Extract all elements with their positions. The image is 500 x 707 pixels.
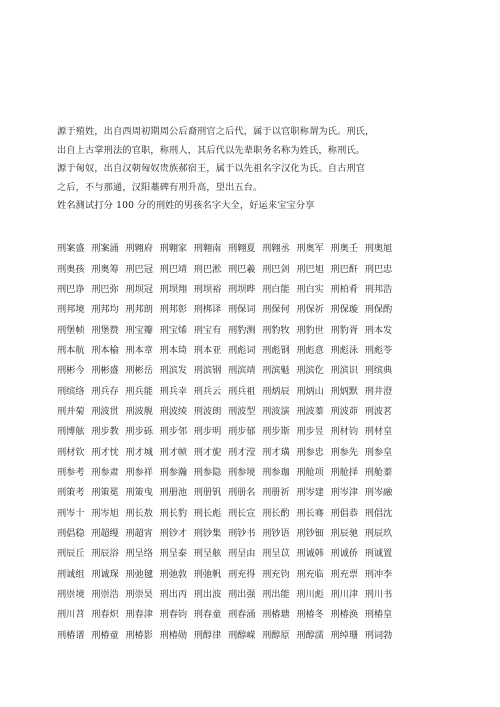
name-entry: 刑椿涣 — [330, 609, 359, 621]
name-entry: 刑彬今 — [57, 365, 85, 377]
name-entry: 刑保祈 — [296, 304, 324, 316]
name-row — [57, 603, 477, 623]
name-entry: 刑册池 — [159, 487, 188, 499]
name-entry: 刑巴弥 — [91, 283, 119, 295]
name-entry: 刑彪词 — [227, 344, 256, 356]
name-entry: 刑春钧 — [159, 609, 188, 621]
name-entry: 刑春津 — [125, 609, 153, 621]
name-entry: 刑波绫 — [159, 405, 188, 417]
name-entry: 刑巴剑 — [262, 263, 290, 275]
name-entry: 刑钞才 — [159, 527, 188, 539]
name-entry: 刑材钧 — [330, 426, 359, 438]
name-entry: 刑步砾 — [125, 426, 153, 438]
name-row — [57, 318, 477, 338]
name-entry: 刑参珈 — [262, 466, 290, 478]
name-entry: 刑彬盛 — [91, 365, 119, 377]
name-row — [57, 359, 477, 379]
name-entry: 刑奥旭 — [364, 243, 393, 255]
name-entry: 刑巴旭 — [296, 263, 324, 275]
name-entry: 刑白能 — [262, 283, 290, 295]
name-entry: 刑崇境 — [57, 589, 85, 601]
name-entry: 刑钞集 — [193, 527, 222, 539]
name-entry: 刑彪意 — [296, 344, 324, 356]
name-entry: 刑宝瓣 — [125, 324, 153, 336]
name-entry: 刑诚琛 — [91, 568, 119, 580]
name-entry: 刑奥筹 — [91, 263, 119, 275]
name-entry: 刑诚韩 — [296, 548, 324, 560]
name-entry: 刑策曳 — [125, 487, 153, 499]
name-entry: 刑长敖 — [125, 507, 153, 519]
name-entry: 刑醇嵘 — [227, 629, 256, 641]
name-entry: 刑才帧 — [159, 446, 188, 458]
name-entry: 刑参祥 — [125, 466, 153, 478]
name-entry: 刑步郁 — [227, 426, 256, 438]
name-entry: 刑呈泰 — [159, 548, 188, 560]
name-entry: 刑参考 — [57, 466, 85, 478]
name-row — [57, 542, 477, 562]
name-entry: 刑巴诤 — [57, 283, 85, 295]
name-entry: 刑豹牧 — [262, 324, 290, 336]
name-entry: 刑邦均 — [91, 304, 119, 316]
name-entry: 刑滨钢 — [193, 365, 222, 377]
name-entry: 刑奥壬 — [330, 243, 359, 255]
name-entry: 刑波茆 — [330, 405, 359, 417]
name-entry: 刑辰驰 — [330, 527, 359, 539]
name-entry: 刑长酌 — [262, 507, 290, 519]
name-entry: 刑岑旭 — [91, 507, 119, 519]
name-entry: 刑策考 — [57, 487, 85, 499]
name-row — [57, 237, 477, 257]
name-entry: 刑川书 — [364, 589, 393, 601]
name-entry: 刑倡沈 — [364, 507, 393, 519]
name-entry: 刑并菊 — [57, 405, 85, 417]
name-entry: 刑邦浩 — [364, 283, 393, 295]
name-entry: 刑巴靖 — [159, 263, 188, 275]
name-entry: 刑椿冬 — [296, 609, 324, 621]
name-entry: 刑椿皇 — [364, 609, 393, 621]
name-entry: 刑缤典 — [364, 365, 393, 377]
name-entry: 刑册名 — [227, 487, 256, 499]
name-entry: 刑堡赞 — [91, 324, 119, 336]
name-entry: 刑巴淞 — [193, 263, 222, 275]
name-entry: 刑梆译 — [193, 304, 222, 316]
name-entry: 刑倡稳 — [57, 527, 85, 539]
name-entry: 刑呈苡 — [262, 548, 290, 560]
name-entry: 刑炳山 — [296, 385, 324, 397]
name-entry: 刑诚置 — [364, 548, 393, 560]
name-entry: 刑充临 — [296, 568, 324, 580]
name-entry: 刑保璇 — [330, 304, 359, 316]
name-entry: 刑川苕 — [57, 609, 85, 621]
name-entry: 刑滨仡 — [296, 365, 324, 377]
name-row — [57, 583, 477, 603]
name-entry: 刑充得 — [227, 568, 256, 580]
name-row — [57, 298, 477, 318]
name-entry: 刑案盛 — [57, 243, 85, 255]
name-entry: 刑参皇 — [364, 446, 393, 458]
intro-line: 源于匈奴，出自汉朝匈奴贵族郝宿王，属于以先祖名字汉化为氏。自古刑官 — [57, 163, 366, 174]
name-entry: 刑辰浴 — [91, 548, 119, 560]
name-entry: 刑材钦 — [57, 446, 85, 458]
name-entry: 刑舱择 — [330, 466, 359, 478]
name-entry: 刑波演 — [262, 405, 290, 417]
name-entry: 刑滨识 — [330, 365, 359, 377]
name-entry: 刑兵存 — [91, 385, 119, 397]
name-entry: 刑呈舷 — [193, 548, 222, 560]
name-entry: 刑长彪 — [193, 507, 222, 519]
name-entry: 刑炳辰 — [262, 385, 290, 397]
name-entry: 刑辰丘 — [57, 548, 85, 560]
name-entry: 刑本发 — [364, 324, 393, 336]
name-entry: 刑椿瑭 — [262, 609, 290, 621]
name-entry: 刑崇浩 — [91, 589, 119, 601]
name-entry: 刑彪钢 — [262, 344, 290, 356]
name-entry: 刑长骞 — [296, 507, 324, 519]
name-entry: 刑本章 — [125, 344, 153, 356]
name-entry: 刑白实 — [296, 283, 324, 295]
name-entry: 刑缤络 — [57, 385, 85, 397]
name-entry: 刑才璜 — [262, 446, 290, 458]
name-entry: 刑波茗 — [364, 405, 393, 417]
name-entry: 刑参瀚 — [159, 466, 188, 478]
name-entry: 刑参境 — [227, 466, 256, 478]
name-entry: 刑长豹 — [159, 507, 188, 519]
name-entry: 刑超宵 — [125, 527, 153, 539]
name-row — [57, 420, 477, 440]
name-entry: 刑豹胥 — [330, 324, 359, 336]
name-entry: 刑豹世 — [296, 324, 324, 336]
name-entry: 刑出丙 — [159, 589, 188, 601]
name-entry: 刑兵能 — [125, 385, 153, 397]
name-entry: 刑彬岳 — [125, 365, 153, 377]
name-entry: 刑翱府 — [125, 243, 153, 255]
name-entry: 刑波贯 — [91, 405, 119, 417]
name-entry: 刑春童 — [193, 609, 222, 621]
name-entry: 刑钞钿 — [296, 527, 324, 539]
name-entry: 刑钞书 — [227, 527, 256, 539]
name-entry: 刑奥孩 — [57, 263, 85, 275]
name-entry: 刑呈络 — [125, 548, 153, 560]
name-entry: 刑辰玖 — [364, 527, 393, 539]
name-row — [57, 339, 477, 359]
name-entry: 刑钞语 — [262, 527, 290, 539]
name-entry: 刑诚侨 — [330, 548, 359, 560]
name-entry: 刑本琦 — [159, 344, 188, 356]
name-entry: 刑才城 — [125, 446, 153, 458]
intro-line: 之后，不与那通，汉阳藁碑有刑升高，望出五台。 — [57, 181, 263, 193]
name-entry: 刑步教 — [91, 426, 119, 438]
name-row — [57, 481, 477, 501]
name-entry: 刑椿谱 — [57, 629, 85, 641]
name-entry: 刑步昱 — [296, 426, 324, 438]
name-row — [57, 522, 477, 542]
name-entry: 刑册祈 — [262, 487, 290, 499]
name-entry: 刑邦境 — [57, 304, 85, 316]
name-row — [57, 278, 477, 298]
intro-line: 源于殖姓，出自西周初期周公后裔刑官之后代，属于以官职称谓为氏。刑氏， — [57, 126, 375, 137]
name-entry: 刑滨发 — [159, 365, 188, 377]
name-entry: 刑翱家 — [159, 243, 188, 255]
name-entry: 刑博舷 — [57, 426, 85, 438]
name-row — [57, 257, 477, 277]
name-entry: 刑材皇 — [364, 426, 393, 438]
name-entry: 刑参忠 — [296, 446, 324, 458]
name-entry: 刑充票 — [330, 568, 359, 580]
name-entry: 刑椿勋 — [159, 629, 188, 641]
name-entry: 刑参肃 — [91, 466, 119, 478]
name-entry: 刑才滢 — [227, 446, 256, 458]
name-entry: 刑岑十 — [57, 507, 85, 519]
name-row — [57, 440, 477, 460]
name-entry: 刑呈由 — [227, 548, 256, 560]
name-entry: 刑翱丞 — [262, 243, 290, 255]
name-entry: 刑舱项 — [296, 466, 324, 478]
name-row — [57, 461, 477, 481]
name-entry: 刑本榆 — [91, 344, 119, 356]
name-entry: 刑波舰 — [125, 405, 153, 417]
name-entry: 刑邦朗 — [125, 304, 153, 316]
name-entry: 刑册钒 — [193, 487, 222, 499]
name-entry: 刑出强 — [227, 589, 256, 601]
name-grid — [57, 237, 477, 644]
name-entry: 刑充钧 — [262, 568, 290, 580]
name-entry: 刑崇昊 — [125, 589, 153, 601]
name-entry: 刑椿影 — [125, 629, 153, 641]
name-entry: 刑川彪 — [296, 589, 324, 601]
name-entry: 刑翱南 — [193, 243, 222, 255]
name-row — [57, 501, 477, 521]
name-entry: 刑春炽 — [91, 609, 119, 621]
name-entry: 刑彪泳 — [330, 344, 359, 356]
name-entry: 刑椿童 — [91, 629, 119, 641]
name-entry: 刑保何 — [262, 304, 290, 316]
name-entry: 刑保酌 — [364, 304, 393, 316]
name-entry: 刑宝烯 — [159, 324, 188, 336]
name-entry: 刑本航 — [57, 344, 85, 356]
name-entry: 刑滨靖 — [227, 365, 256, 377]
name-entry: 刑超缦 — [91, 527, 119, 539]
name-entry: 刑弛敦 — [159, 568, 188, 580]
name-entry: 刑川津 — [330, 589, 359, 601]
name-entry: 刑舱蓁 — [364, 466, 393, 478]
name-entry: 刑出能 — [262, 589, 290, 601]
name-row — [57, 563, 477, 583]
name-entry: 刑岑津 — [330, 487, 359, 499]
name-entry: 刑宝有 — [193, 324, 222, 336]
name-entry: 刑醇濡 — [296, 629, 324, 641]
name-entry: 刑炳默 — [330, 385, 359, 397]
name-row — [57, 379, 477, 399]
name-entry: 刑豹测 — [227, 324, 256, 336]
name-entry: 刑巴冠 — [125, 263, 153, 275]
name-entry: 刑醇原 — [262, 629, 290, 641]
intro-text — [57, 123, 450, 216]
name-row — [57, 400, 477, 420]
name-entry: 刑长宣 — [227, 507, 256, 519]
name-entry: 刑保词 — [227, 304, 256, 316]
name-row — [57, 624, 477, 644]
name-entry: 刑参隐 — [193, 466, 222, 478]
name-entry: 刑兵祖 — [227, 385, 256, 397]
name-entry: 刑词勃 — [364, 629, 393, 641]
name-entry: 刑步邻 — [159, 426, 188, 438]
name-entry: 刑巴酐 — [330, 263, 359, 275]
name-entry: 刑春涌 — [227, 609, 256, 621]
name-entry: 刑倡恭 — [330, 507, 359, 519]
name-entry: 刑坝冠 — [125, 283, 153, 295]
name-entry: 刑彪苓 — [364, 344, 393, 356]
name-entry: 刑参先 — [330, 446, 359, 458]
name-entry: 刑波型 — [227, 405, 256, 417]
name-entry: 刑波朗 — [193, 405, 222, 417]
name-entry: 刑步明 — [193, 426, 222, 438]
name-entry: 刑井澄 — [364, 385, 393, 397]
name-entry: 刑堡帧 — [57, 324, 85, 336]
name-entry: 刑巴羲 — [227, 263, 256, 275]
name-entry: 刑巴忠 — [364, 263, 393, 275]
intro-line: 出自上古掌刑法的官职，称刑人，其后代以先辈职务名称为姓氏，称刑氏。 — [57, 144, 366, 156]
name-entry: 刑才旎 — [193, 446, 222, 458]
name-entry: 刑波蓁 — [296, 405, 324, 417]
name-entry: 刑坝裕 — [193, 283, 222, 295]
name-entry: 刑冲李 — [364, 568, 393, 580]
name-entry: 刑坝晔 — [227, 283, 256, 295]
name-entry: 刑奥军 — [296, 243, 324, 255]
name-entry: 刑策冕 — [91, 487, 119, 499]
name-entry: 刑翱夏 — [227, 243, 256, 255]
name-entry: 刑弛毽 — [125, 568, 153, 580]
name-entry: 刑滨魁 — [262, 365, 290, 377]
name-entry: 刑岑融 — [364, 487, 393, 499]
name-entry: 刑兵云 — [193, 385, 222, 397]
intro-heading: 姓名测试打分 100 分的刑姓的男孩名字大全，好运来宝宝分享 — [57, 200, 315, 211]
name-entry: 刑才忱 — [91, 446, 119, 458]
name-entry: 刑绰珊 — [330, 629, 359, 641]
name-entry: 刑步斯 — [262, 426, 290, 438]
name-entry: 刑柏肴 — [330, 283, 359, 295]
name-entry: 刑坝翔 — [159, 283, 188, 295]
name-entry: 刑出波 — [193, 589, 222, 601]
name-entry: 刑诚组 — [57, 568, 85, 580]
name-entry: 刑弛帆 — [193, 568, 222, 580]
name-entry: 刑邦彰 — [159, 304, 188, 316]
name-entry: 刑兵幸 — [159, 385, 188, 397]
name-entry: 刑醇律 — [193, 629, 222, 641]
name-entry: 刑本亚 — [193, 344, 222, 356]
name-entry: 刑案涌 — [91, 243, 119, 255]
name-entry: 刑岑建 — [296, 487, 324, 499]
